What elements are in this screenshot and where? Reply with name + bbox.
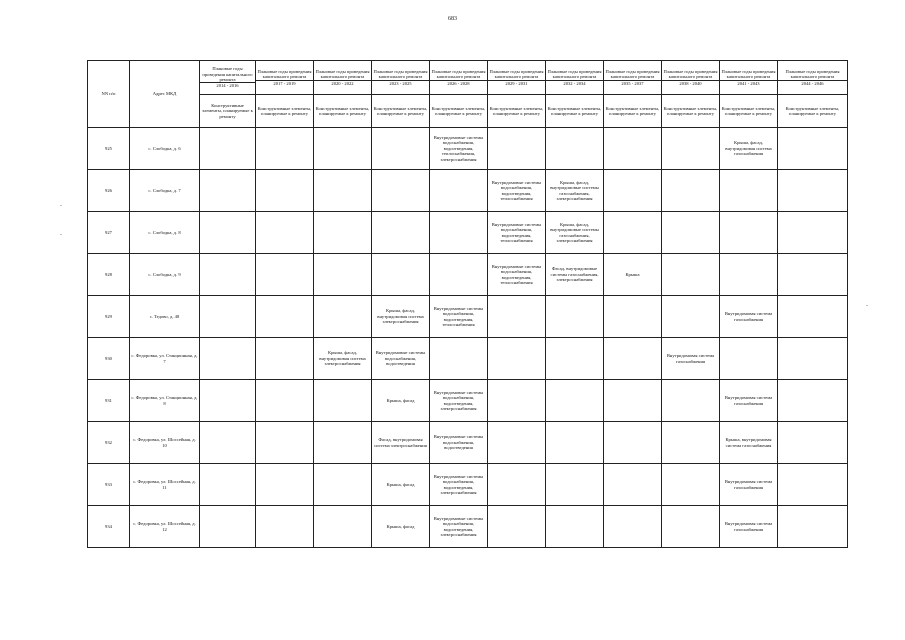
repair-cell: [546, 296, 604, 338]
repair-cell: [604, 464, 662, 506]
repair-cell: [604, 170, 662, 212]
repair-cell: Внутридомовые системы водоснабжения, водоотведения, теплоснабжения: [488, 212, 546, 254]
period-range: 2044 - 2046: [778, 80, 847, 86]
table-row: [88, 338, 848, 380]
period-header: [488, 61, 546, 95]
row-address: с. Слободка, д. 8: [130, 212, 200, 254]
repair-cell: [778, 338, 848, 380]
repair-cell: [200, 338, 256, 380]
repair-cell: [488, 338, 546, 380]
row-address: с. Федоровка, ул. Шоссейная, д. 10: [130, 422, 200, 464]
repair-cell: [314, 296, 372, 338]
repair-cell: Внутридомовые системы водоснабжения, водоотведения, электроснабжения: [430, 464, 488, 506]
repair-cell: [546, 338, 604, 380]
table-header: [88, 61, 848, 128]
table-row: [88, 170, 848, 212]
row-address: с. Слободка, д. 6: [130, 128, 200, 170]
repair-cell: [430, 338, 488, 380]
repair-cell: [200, 296, 256, 338]
element-header: Конструктивные элементы, планируемые к ремонту: [314, 95, 372, 128]
repair-cell: [604, 422, 662, 464]
repair-cell: [200, 422, 256, 464]
period-range: 2017 - 2019: [256, 80, 313, 86]
repair-cell: [488, 380, 546, 422]
period-title: Плановые годы проведения капитального ремонта: [547, 68, 602, 80]
repair-cell: [604, 380, 662, 422]
period-range: 2014 - 2016: [200, 82, 255, 88]
repair-cell: [546, 464, 604, 506]
period-header: [314, 61, 372, 95]
element-header: Конструктивные элементы, планируемые к ремонту: [488, 95, 546, 128]
repair-cell: Крыша, фасад, внутридомовые системы газоснабжения, электроснабжения: [546, 170, 604, 212]
repair-cell: [662, 254, 720, 296]
period-header: [778, 61, 848, 95]
repair-cell: Внутридомовые системы водоснабжения, водоотведения, теплоснабжения: [430, 296, 488, 338]
repair-cell: Крыша, фасад, внутридомовая система электроснабжения: [372, 296, 430, 338]
period-title: Плановые годы проведения капитального ремонта: [315, 68, 370, 80]
repair-cell: [778, 506, 848, 548]
period-header: [720, 61, 778, 95]
period-range: 2023 - 2025: [372, 80, 429, 86]
repair-cell: [778, 422, 848, 464]
period-range: 2038 - 2040: [662, 80, 719, 86]
row-number: 933: [88, 464, 130, 506]
repair-cell: [488, 422, 546, 464]
period-title: Плановые годы проведения капитального ремонта: [605, 68, 660, 80]
repair-cell: Внутридомовые системы водоснабжения, водоотведения, электроснабжения: [430, 506, 488, 548]
period-title: Плановые годы проведения капитального ремонта: [785, 68, 840, 80]
repair-cell: [778, 212, 848, 254]
period-title: Плановые годы проведения капитального ремонта: [257, 68, 312, 80]
period-range: 2029 - 2031: [488, 80, 545, 86]
repair-cell: [256, 506, 314, 548]
repair-cell: [256, 464, 314, 506]
repair-cell: [314, 422, 372, 464]
repair-cell: Внутридомовые системы водоснабжения, водоотведения, теплоснабжения: [488, 170, 546, 212]
repair-cell: [314, 254, 372, 296]
period-header: [372, 61, 430, 95]
repair-cell: Внутридомовая система газоснабжения: [720, 464, 778, 506]
period-header: [430, 61, 488, 95]
repair-cell: [546, 380, 604, 422]
repair-cell: Крыша, фасад: [372, 464, 430, 506]
repair-cell: [314, 128, 372, 170]
repair-cell: [662, 380, 720, 422]
repair-cell: [604, 296, 662, 338]
repair-cell: Крыша, внутридомовая система газоснабжения: [720, 422, 778, 464]
repair-cell: Внутридомовые системы водоснабжения, водоотведения, электроснабжения: [430, 380, 488, 422]
repair-cell: [488, 464, 546, 506]
repair-cell: [200, 212, 256, 254]
repair-cell: [778, 464, 848, 506]
repair-cell: [604, 128, 662, 170]
repair-cell: [720, 254, 778, 296]
period-header: [604, 61, 662, 95]
row-number: 930: [88, 338, 130, 380]
element-header: Конструктивные элементы, планируемые к ремонту: [430, 95, 488, 128]
repair-cell: [430, 254, 488, 296]
repair-cell: [314, 380, 372, 422]
row-number: 931: [88, 380, 130, 422]
repair-cell: [662, 296, 720, 338]
repair-cell: Внутридомовая система газоснабжения: [720, 296, 778, 338]
period-range: 2026 - 2028: [430, 80, 487, 86]
repair-cell: [720, 338, 778, 380]
row-address: с. Тедово, д. 48: [130, 296, 200, 338]
repair-cell: [604, 212, 662, 254]
repair-cell: [662, 128, 720, 170]
row-number: 926: [88, 170, 130, 212]
period-title: Плановые годы проведения капитального ремонта: [373, 68, 428, 80]
repair-cell: [314, 212, 372, 254]
repair-cell: [256, 338, 314, 380]
period-range: 2032 - 2034: [546, 80, 603, 86]
period-header: [200, 61, 256, 95]
row-number: 925: [88, 128, 130, 170]
repair-cell: Внутридомовые системы водоснабжения, водоотведения, теплоснабжения, электроснабжения: [430, 128, 488, 170]
element-header: Конструктивные элементы, планируемые к ремонту: [200, 95, 256, 128]
repair-cell: [778, 254, 848, 296]
row-address: с. Слободка, д. 9: [130, 254, 200, 296]
repair-cell: Крыша: [604, 254, 662, 296]
period-title: Плановые годы проведения капитального ремонта: [489, 68, 544, 80]
period-title: Плановые годы проведения капитального ремонта: [202, 66, 253, 82]
repair-cell: [662, 506, 720, 548]
repair-cell: [720, 212, 778, 254]
repair-cell: [372, 212, 430, 254]
period-range: 2020 - 2022: [314, 80, 371, 86]
repair-cell: [256, 380, 314, 422]
repair-cell: [256, 422, 314, 464]
repair-cell: Внутридомовые системы водоснабжения, водоотведения: [430, 422, 488, 464]
row-address: с. Федоровка, ул. Шоссейная, д. 11: [130, 464, 200, 506]
element-header: Конструктивные элементы, планируемые к ремонту: [546, 95, 604, 128]
capital-repair-table: [87, 60, 848, 548]
row-number: 932: [88, 422, 130, 464]
repair-cell: [200, 128, 256, 170]
table-row: [88, 254, 848, 296]
repair-cell: [430, 170, 488, 212]
row-number: 927: [88, 212, 130, 254]
table-row: [88, 506, 848, 548]
repair-cell: [200, 170, 256, 212]
repair-cell: [662, 422, 720, 464]
repair-cell: [256, 254, 314, 296]
repair-cell: [430, 212, 488, 254]
row-number: 928: [88, 254, 130, 296]
repair-cell: Крыша, фасад: [372, 506, 430, 548]
repair-cell: [778, 380, 848, 422]
repair-cell: [778, 296, 848, 338]
address-header: Адрес МКД: [130, 61, 200, 128]
repair-cell: Фасад, внутридомовые системы газоснабжения, электроснабжения: [546, 254, 604, 296]
repair-cell: [200, 506, 256, 548]
repair-cell: [256, 170, 314, 212]
repair-cell: Крыша, фасад, внутридомовые системы газоснабжения, электроснабжения: [546, 212, 604, 254]
repair-cell: [200, 254, 256, 296]
element-header: Конструктивные элементы, планируемые к ремонту: [372, 95, 430, 128]
repair-cell: [546, 422, 604, 464]
repair-cell: [662, 464, 720, 506]
row-address: с. Федоровка, ул. Станционная, д. 8: [130, 380, 200, 422]
repair-cell: [778, 128, 848, 170]
repair-cell: [200, 464, 256, 506]
repair-cell: [256, 296, 314, 338]
repair-cell: Крыша, фасад, внутридомовая система газоснабжения: [720, 128, 778, 170]
repair-cell: Крыша, фасад, внутридомовая система электроснабжения: [314, 338, 372, 380]
repair-cell: Фасад, внутридомовая система электроснабжения: [372, 422, 430, 464]
repair-cell: [314, 170, 372, 212]
repair-cell: [372, 128, 430, 170]
element-header: Конструктивные элементы, планируемые к ремонту: [778, 95, 848, 128]
element-header: Конструктивные элементы, планируемые к ремонту: [604, 95, 662, 128]
row-address: с. Федоровка, ул. Станционная, д. 7: [130, 338, 200, 380]
period-header: [662, 61, 720, 95]
row-address: с. Слободка, д. 7: [130, 170, 200, 212]
repair-cell: [662, 170, 720, 212]
repair-cell: [720, 170, 778, 212]
repair-cell: Внутридомовая система газоснабжения: [662, 338, 720, 380]
repair-cell: Внутридомовые системы водоснабжения, водоотведения, теплоснабжения: [488, 254, 546, 296]
repair-cell: [200, 380, 256, 422]
repair-cell: [488, 506, 546, 548]
period-title: Плановые годы проведения капитального ремонта: [431, 68, 486, 80]
period-header: [546, 61, 604, 95]
repair-cell: [488, 296, 546, 338]
repair-cell: [778, 170, 848, 212]
element-header: Конструктивные элементы, планируемые к ремонту: [662, 95, 720, 128]
row-number: 934: [88, 506, 130, 548]
table-row: [88, 380, 848, 422]
repair-cell: [488, 128, 546, 170]
table-row: [88, 422, 848, 464]
table-row: [88, 296, 848, 338]
table-body: [88, 128, 848, 548]
repair-cell: [314, 464, 372, 506]
repair-cell: [604, 338, 662, 380]
table-row: [88, 212, 848, 254]
repair-cell: Крыша, фасад: [372, 380, 430, 422]
nn-header: NN п/п: [88, 61, 130, 128]
row-address: с. Федоровка, ул. Шоссейная, д. 12: [130, 506, 200, 548]
period-range: 2041 - 2043: [720, 80, 777, 86]
repair-cell: [256, 128, 314, 170]
repair-cell: [372, 254, 430, 296]
element-header: Конструктивные элементы, планируемые к ремонту: [720, 95, 778, 128]
repair-cell: [604, 506, 662, 548]
repair-cell: Внутридомовая система газоснабжения: [720, 380, 778, 422]
table-row: [88, 464, 848, 506]
repair-cell: Внутридомовая система газоснабжения: [720, 506, 778, 548]
element-header: Конструктивные элементы, планируемые к ремонту: [256, 95, 314, 128]
period-title: Плановые годы проведения капитального ремонта: [663, 68, 718, 80]
repair-cell: [372, 170, 430, 212]
repair-cell: [546, 128, 604, 170]
repair-cell: [256, 212, 314, 254]
repair-cell: [546, 506, 604, 548]
period-title: Плановые годы проведения капитального ремонта: [721, 68, 776, 80]
repair-cell: [314, 506, 372, 548]
period-range: 2035 - 2037: [604, 80, 661, 86]
repair-cell: [662, 212, 720, 254]
row-number: 929: [88, 296, 130, 338]
repair-cell: Внутридомовые системы водоснабжения, водоотведения: [372, 338, 430, 380]
page-number: 683: [448, 16, 457, 22]
table-row: [88, 128, 848, 170]
period-header: [256, 61, 314, 95]
